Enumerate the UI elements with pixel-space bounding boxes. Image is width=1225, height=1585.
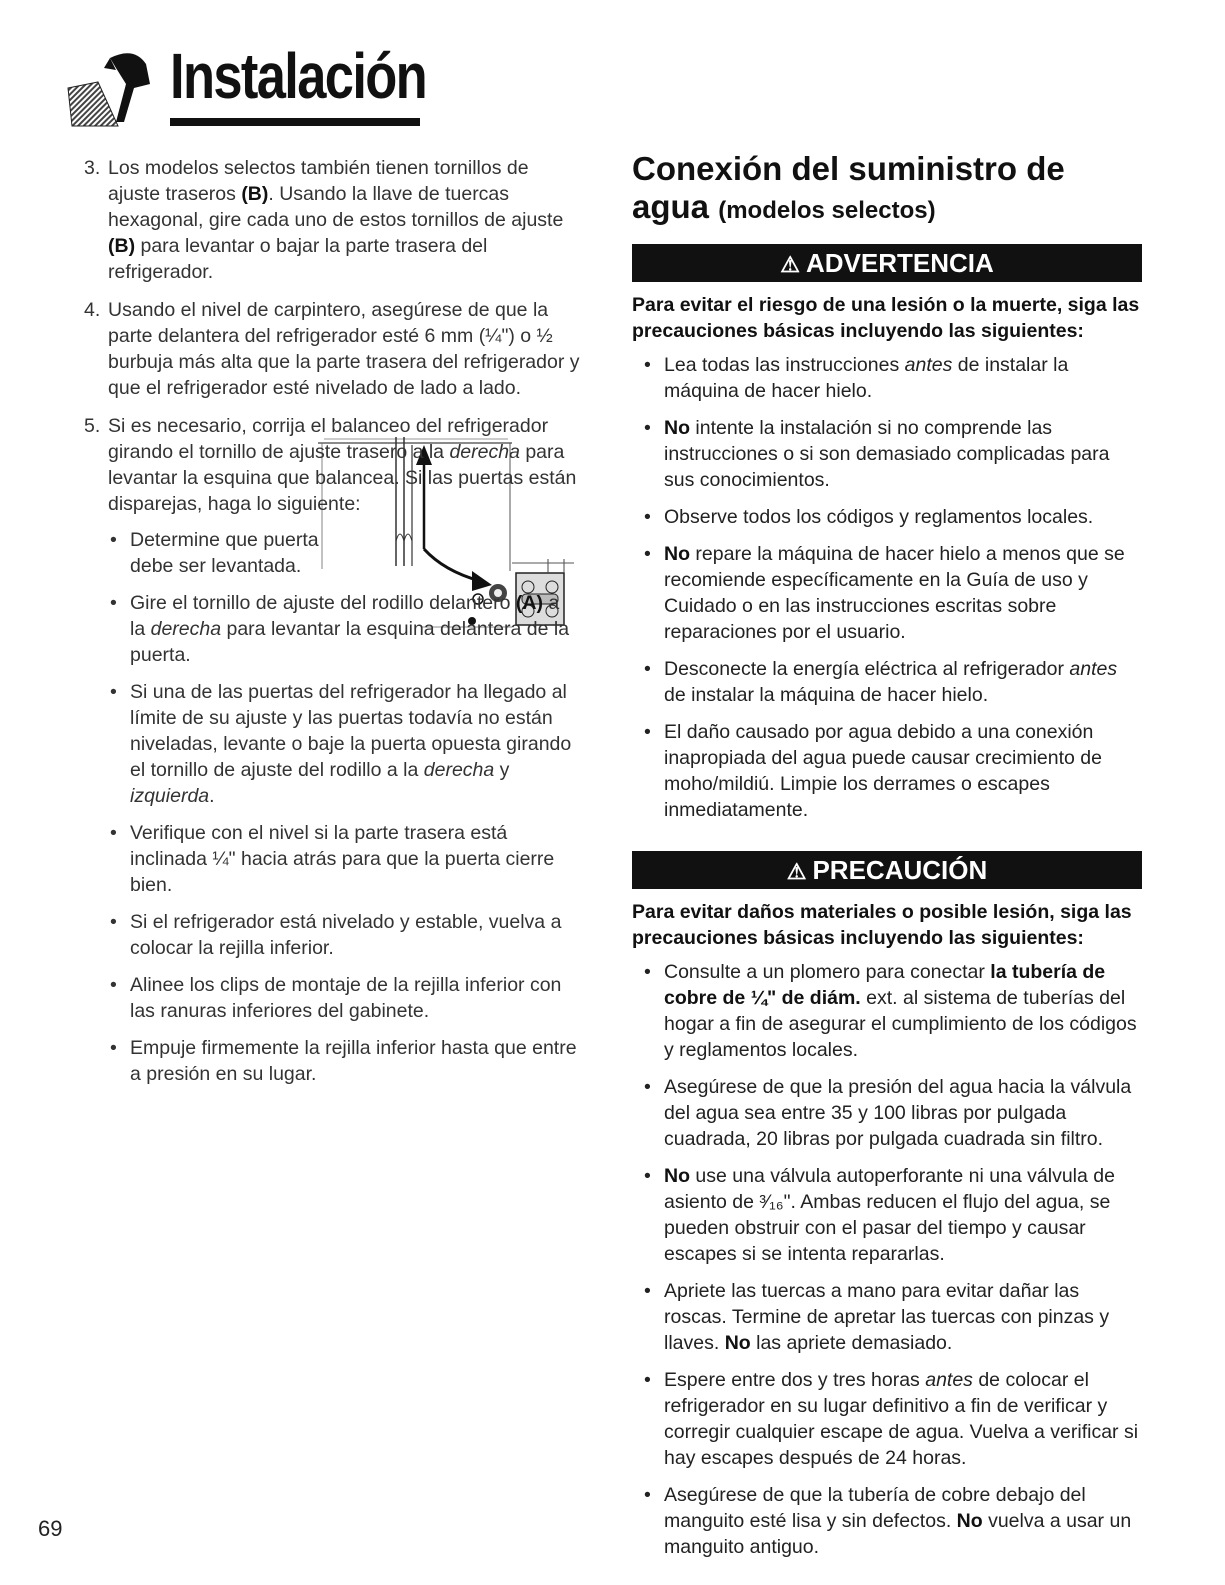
list-item-text: intente la instalación si no comprende las instrucciones o si son demasiado complicadas para sus conocimientos. xyxy=(664,417,1110,491)
list-item xyxy=(640,352,1142,404)
warning-label: ADVERTENCIA xyxy=(805,248,994,278)
warning-triangle-icon: ⚠ xyxy=(780,252,800,277)
list-item-text: de colocar el refrigerador en su lugar definitivo a fin de verificar y corregir cualquier escape de agua. Vuelva a verificar si hay escapes después de 24 horas. xyxy=(664,1369,1139,1469)
list-item-text: Determine que puerta debe ser levantada. xyxy=(130,529,319,577)
page-number: 69 xyxy=(38,1516,63,1541)
step-5 xyxy=(84,413,584,517)
list-item-text: y xyxy=(494,759,510,781)
step-number: 3. xyxy=(84,157,101,179)
list-item xyxy=(640,415,1142,493)
bold-text: No xyxy=(664,543,690,565)
bold-text: No xyxy=(664,417,690,439)
emphasis-text: antes xyxy=(925,1369,973,1391)
list-item-text: Espere entre dos y tres horas xyxy=(664,1369,926,1391)
list-item xyxy=(640,504,1142,530)
step-text: para levantar o bajar la parte trasera del refrigerador. xyxy=(108,235,488,283)
list-item xyxy=(640,1074,1142,1152)
caution-label: PRECAUCIÓN xyxy=(812,855,988,885)
label-b: (B) xyxy=(241,183,269,205)
emphasis-text: derecha xyxy=(150,618,222,640)
list-item-text: de instalar la máquina de hacer hielo. xyxy=(664,684,989,706)
list-item-text: Si una de las puertas del refrigerador ha llegado al límite de su ajuste y las puertas todavía no están niveladas, levante o baje la puerta opuesta girando el tornillo de ajuste del rodillo a la xyxy=(130,681,572,781)
caution-lead: Para evitar daños materiales o posible lesión, siga las precauciones básicas incluyendo las siguientes: xyxy=(632,901,1132,949)
list-item-text: Observe todos los códigos y reglamentos locales. xyxy=(664,506,1094,528)
emphasis-text: antes xyxy=(904,354,953,376)
list-item xyxy=(106,820,584,898)
step-text: Los modelos selectos también tienen tornillos de ajuste traseros xyxy=(108,157,529,205)
list-item xyxy=(640,719,1142,823)
title-underline xyxy=(170,118,420,126)
emphasis-text: derecha xyxy=(449,441,520,463)
emphasis-text: izquierda xyxy=(130,785,210,807)
step-number: 4. xyxy=(84,299,101,321)
section-title-line: Conexión del suministro de xyxy=(632,150,1065,187)
emphasis-text: derecha xyxy=(423,759,495,781)
list-item-text: vuelva a usar un manguito antiguo. xyxy=(664,1510,1132,1558)
list-item-text: Verifique con el nivel si la parte trasera está inclinada ¼" hacia atrás para que la puerta cierre bien. xyxy=(130,822,555,896)
list-item-text: Empuje firmemente la rejilla inferior hasta que entre a presión en su lugar. xyxy=(130,1037,577,1085)
list-item-text: Alinee los clips de montaje de la rejilla inferior con las ranuras inferiores del gabinete. xyxy=(130,974,562,1022)
step-text: Si es necesario, corrija el balanceo del refrigerador girando el tornillo de ajuste trasero a la xyxy=(108,415,549,463)
section-title-word: agua xyxy=(632,188,710,225)
label-b: (B) xyxy=(108,235,136,257)
installation-icon xyxy=(64,48,156,128)
list-item xyxy=(640,656,1142,708)
list-item-text: Si el refrigerador está nivelado y estable, vuelva a colocar la rejilla inferior. xyxy=(130,911,562,959)
list-item-text: las apriete demasiado. xyxy=(750,1332,953,1354)
bold-text: No xyxy=(724,1332,751,1354)
list-item xyxy=(106,527,330,579)
list-item xyxy=(640,1367,1142,1471)
list-item xyxy=(106,1035,584,1087)
warning-triangle-icon: ⚠ xyxy=(786,859,807,884)
list-item xyxy=(640,541,1142,645)
list-item-text: a la xyxy=(130,592,560,640)
list-item-text: repare la máquina de hacer hielo a menos que se recomiende específicamente en la Guía de uso y Cuidado o en las instrucciones escritas sobre reparaciones por el usuario. xyxy=(664,543,1125,643)
list-item xyxy=(106,679,584,809)
list-item xyxy=(640,959,1142,1063)
list-item xyxy=(106,590,570,668)
list-item-text: de instalar la máquina de hacer hielo. xyxy=(664,354,1069,402)
step-4 xyxy=(84,297,584,401)
list-item xyxy=(640,1278,1142,1356)
bold-text: la tubería de cobre de ¼" de diám. xyxy=(664,961,1106,1009)
step-5-block xyxy=(84,413,584,668)
list-item-text: Desconecte la energía eléctrica al refrigerador xyxy=(664,658,1070,680)
list-item-text: El daño causado por agua debido a una conexión inapropiada del agua puede causar crecimiento de moho/mildiú. Limpie los derrames o escapes inmediatamente. xyxy=(664,721,1102,821)
caution-banner xyxy=(632,851,1142,889)
list-item-text: Consulte a un plomero para conectar xyxy=(664,961,991,983)
step-text: Usando el nivel de carpintero, asegúrese de que la parte delantera del refrigerador esté 6 mm (¼") o ½ burbuja más alta que la parte trasera del refrigerador y que el refrigerador esté nivelado de lado a lado. xyxy=(108,299,580,399)
list-item-text: Asegúrese de que la presión del agua hacia la válvula del agua sea entre 35 y 100 libras por pulgada cuadrada, 20 libras por pulgada cuadrada sin filtro. xyxy=(664,1076,1132,1150)
list-item-text: Apriete las tuercas a mano para evitar dañar las roscas. Termine de apretar las tuercas con pinzas y llaves. xyxy=(664,1280,1110,1354)
section-subtitle: (modelos selectos) xyxy=(718,197,936,224)
step-text: para levantar la esquina que balancea. Si las puertas están disparejas, haga lo siguiente: xyxy=(108,441,577,515)
page-title: Instalación xyxy=(170,40,427,112)
section-title xyxy=(632,150,1142,230)
list-item-text: . xyxy=(209,785,215,807)
list-item xyxy=(106,909,584,961)
warning-banner xyxy=(632,244,1142,282)
emphasis-text: antes xyxy=(1069,658,1118,680)
step-number: 5. xyxy=(84,415,101,437)
page-header xyxy=(64,40,427,132)
list-item xyxy=(640,1482,1142,1560)
list-item-text: Gire el tornillo de ajuste del rodillo delantero xyxy=(130,592,516,614)
warning-lead: Para evitar el riesgo de una lesión o la muerte, siga las precauciones básicas incluyendo las siguientes: xyxy=(632,294,1140,342)
list-item-text: use una válvula autoperforante ni una válvula de asiento de ³⁄₁₆". Ambas reducen el flujo del agua, se pueden obstruir con el pasar del tiempo y causar escapes si se intenta repararlas. xyxy=(664,1165,1115,1265)
right-column xyxy=(632,150,1142,1571)
label-a: (A) xyxy=(515,592,543,614)
list-item-text: ext. al sistema de tuberías del hogar a fin de asegurar el cumplimiento de los códigos y reglamentos locales. xyxy=(664,987,1137,1061)
bold-text: No xyxy=(664,1165,690,1187)
list-item-text: para levantar la esquina delantera de la puerta. xyxy=(130,618,570,666)
list-item-text: Lea todas las instrucciones xyxy=(664,354,905,376)
bold-text: No xyxy=(956,1510,983,1532)
step-text: . Usando la llave de tuercas hexagonal, gire cada uno de estos tornillos de ajuste xyxy=(108,183,564,231)
left-column xyxy=(84,155,584,1098)
step-3 xyxy=(84,155,584,285)
list-item xyxy=(640,1163,1142,1267)
list-item xyxy=(106,972,584,1024)
list-item-text: Asegúrese de que la tubería de cobre debajo del manguito esté lisa y sin defectos. xyxy=(664,1484,1086,1532)
